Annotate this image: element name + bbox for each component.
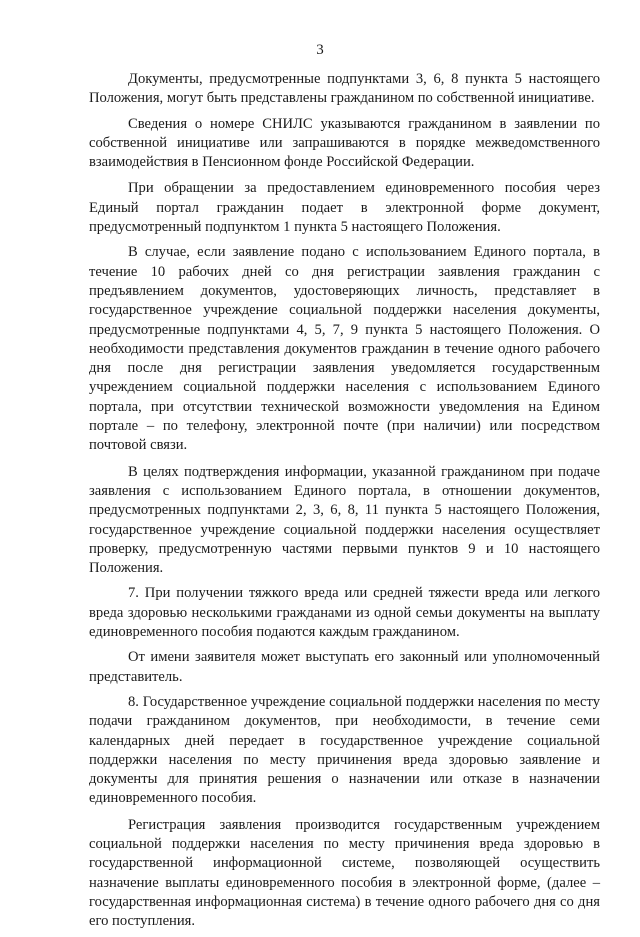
page-number: 3 xyxy=(316,42,324,58)
paragraph-item-7: 7. При получении тяжкого вреда или средней тяжести вреда или легкого вреда здоровью несколькими гражданами из одной семьи документы на выплату единовременного пособия подаются каждым гражданином. xyxy=(89,585,600,641)
document-body xyxy=(89,70,600,937)
paragraph-documents-initiative: Документы, предусмотренные подпунктами 3, 6, 8 пункта 5 настоящего Положения, могут быть представлены гражданином по собственной инициативе. xyxy=(89,71,600,107)
paragraph-verification: В целях подтверждения информации, указанной гражданином при подаче заявления с использованием Единого портала, в отношении документов, предусмотренных подпунктами 2, 3, 6, 8, 11 пункта 5 настоящего Положения, государственное учреждение социальной поддержки населения осуществляет проверку, предусмотренную частями первыми пунктов 9 и 10 настоящего Положения. xyxy=(89,463,600,577)
paragraph-representative: От имени заявителя может выступать его законный или уполномоченный представитель. xyxy=(89,649,600,685)
paragraph-item-8: 8. Государственное учреждение социальной поддержки населения по месту подачи гражданином документов, при необходимости, в течение семи календарных дней передает в государственное учреждение социальной поддержки населения по месту причинения вреда здоровью заявление и документы для принятия решения о назначении или отказе в назначении единовременного пособия. xyxy=(89,693,600,807)
paragraph-portal-application: В случае, если заявление подано с использованием Единого портала, в течение 10 рабочих дней со дня регистрации заявления гражданин с предъявлением документов, удостоверяющих личность, представляет в государственное учреждение социальной поддержки населения документы, предусмотренные подпунктами 4, 5, 7, 9 пункта 5 настоящего Положения. О необходимости представления документов гражданин в течение одного рабочего дня после дня регистрации заявления уведомляется государственным учреждением социальной поддержки населения с использованием Единого портала, при отсутствии технической возможности уведомления на Едином портале – по телефону, электронной почте (при наличии) или посредством почтовой связи. xyxy=(89,244,600,454)
paragraph-registration: Регистрация заявления производится государственным учреждением социальной поддержки населения по месту причинения вреда здоровью в государственной информационной системе, позволяющей осуществить назначение выплаты единовременного пособия в электронной форме, (далее – государственная информационная система) в течение одного рабочего дня со дня его поступления. xyxy=(89,816,600,930)
paragraph-snils: Сведения о номере СНИЛС указываются гражданином в заявлении по собственной инициативе или запрашиваются в порядке межведомственного взаимодействия в Пенсионном фонде Российской Федерации. xyxy=(89,115,600,171)
paragraph-single-portal: При обращении за предоставлением единовременного пособия через Единый портал гражданин подает в электронной форме документ, предусмотренный подпунктом 1 пункта 5 настоящего Положения. xyxy=(89,180,600,236)
